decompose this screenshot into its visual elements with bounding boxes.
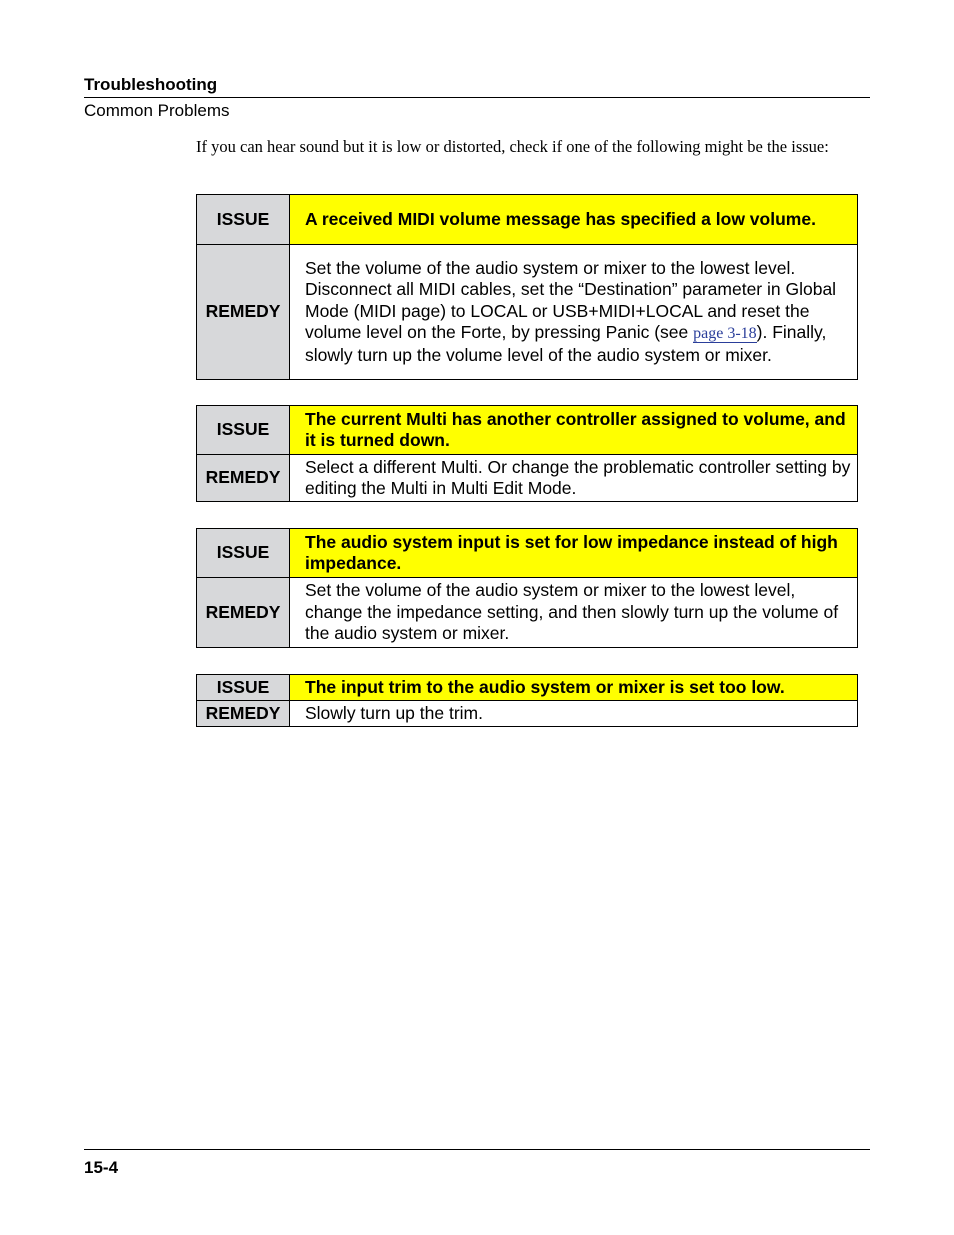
issue-label: ISSUE (197, 529, 290, 578)
issue-label: ISSUE (197, 406, 290, 455)
issue-row (197, 529, 858, 578)
problem-table-2 (196, 405, 858, 502)
remedy-text: Set the volume of the audio system or mixer to the lowest level, change the impedance setting, and then slowly turn up the volume of the audio system or mixer. (290, 578, 858, 648)
issue-label: ISSUE (197, 675, 290, 701)
remedy-row (197, 455, 858, 502)
page-number: 15-4 (84, 1158, 119, 1177)
remedy-label: REMEDY (197, 245, 290, 380)
remedy-row (197, 701, 858, 727)
issue-row (197, 195, 858, 245)
section-title: Troubleshooting (84, 75, 218, 94)
remedy-label: REMEDY (197, 701, 290, 727)
page-link[interactable]: page 3-18 (693, 325, 757, 343)
remedy-row (197, 245, 858, 380)
intro-paragraph: If you can hear sound but it is low or distorted, check if one of the following might be the issue: (196, 137, 829, 156)
remedy-label: REMEDY (197, 578, 290, 648)
issue-label: ISSUE (197, 195, 290, 245)
issue-row (197, 675, 858, 701)
remedy-text: Select a different Multi. Or change the problematic controller setting by editing the Multi in Multi Edit Mode. (290, 455, 858, 502)
remedy-row (197, 578, 858, 648)
remedy-text (290, 245, 858, 380)
remedy-text: Slowly turn up the trim. (290, 701, 858, 727)
problem-table-1 (196, 194, 858, 380)
issue-text: The input trim to the audio system or mixer is set too low. (290, 675, 858, 701)
footer-rule (84, 1149, 870, 1150)
issue-text: The audio system input is set for low impedance instead of high impedance. (290, 529, 858, 578)
header-rule (84, 97, 870, 98)
issue-text: The current Multi has another controller assigned to volume, and it is turned down. (290, 406, 858, 455)
problem-table-4 (196, 674, 858, 727)
remedy-label: REMEDY (197, 455, 290, 502)
remedy-text-part: ). Finally, slowly turn up the volume level of the audio system or mixer. (305, 322, 827, 365)
issue-text: A received MIDI volume message has specified a low volume. (290, 195, 858, 245)
problem-table-3 (196, 528, 858, 648)
remedy-text-part: Set the volume of the audio system or mixer to the lowest level. Disconnect all MIDI cables, set the “Destination” parameter in Global Mode (MIDI page) to LOCAL or USB+MIDI+LOCAL and reset the volume level on the Forte, by pressing Panic (see (305, 257, 837, 343)
subsection-title: Common Problems (84, 101, 230, 120)
issue-row (197, 406, 858, 455)
